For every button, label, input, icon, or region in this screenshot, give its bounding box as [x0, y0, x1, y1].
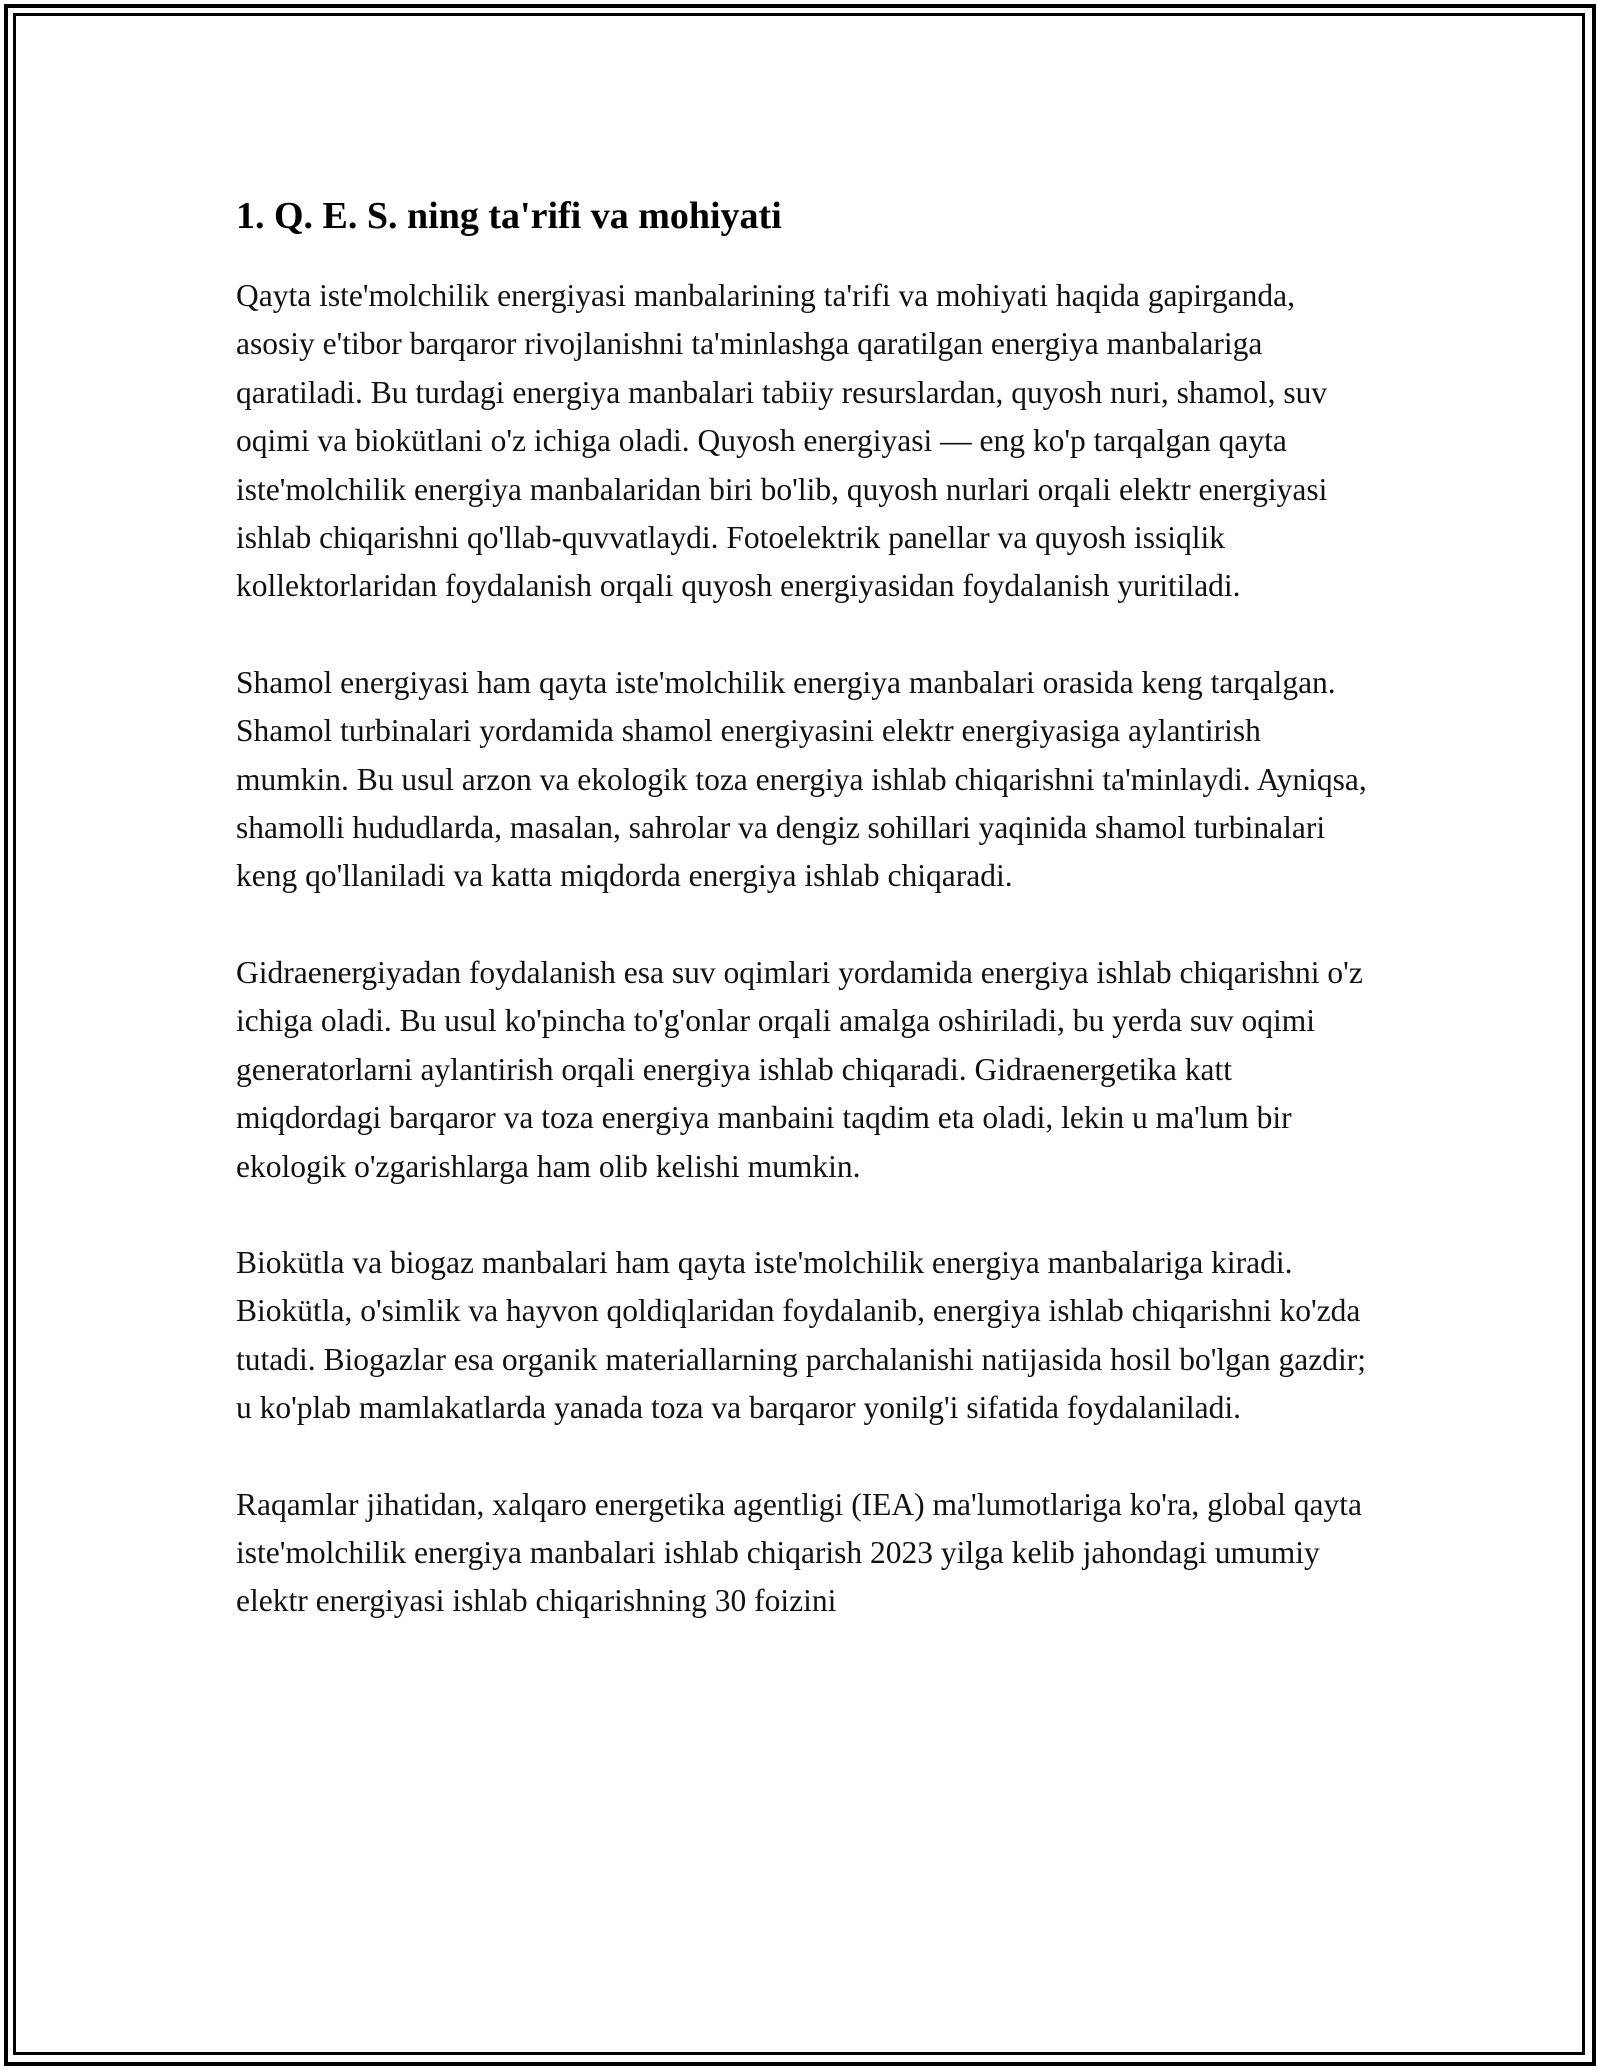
- section-heading: 1. Q. E. S. ning ta'rifi va mohiyati: [236, 195, 782, 237]
- paragraph-statistics: Raqamlar jihatidan, xalqaro energetika agentligi (IEA) ma'lumotlariga ko'ra, global qayta iste'molchilik energiya manbalari ishlab chiqarish 2023 yilga kelib jahondagi umumiy elektr energiyasi ishlab chiqarishning 30 foizini: [236, 1486, 1362, 1619]
- document-body: [236, 188, 1376, 1626]
- paragraph-hydro-energy: Gidraenergiyadan foydalanish esa suv oqimlari yordamida energiya ishlab chiqarishni o'z ichiga oladi. Bu usul ko'pincha to'g'onlar orqali amalga oshiriladi, bu yerda suv oqimi generatorlarni aylantirish orqali energiya ishlab chiqaradi. Gidraenergetika katt miqdordagi barqaror va toza energiya manbaini taqdim eta oladi, lekin u ma'lum bir ekologik o'zgarishlarga ham olib kelishi mumkin.: [236, 954, 1363, 1184]
- paragraph-wind-energy: Shamol energiyasi ham qayta iste'molchilik energiya manbalari orasida keng tarqalgan. Shamol turbinalari yordamida shamol energiyasini elektr energiyasiga aylantirish mumkin. Bu usul arzon va ekologik toza energiya ishlab chiqarishni ta'minlaydi. Ayniqsa, shamolli hududlarda, masalan, sahrolar va dengiz sohillari yaqinida shamol turbinalari keng qo'llaniladi va katta miqdorda energiya ishlab chiqaradi.: [236, 664, 1367, 894]
- paragraph-solar-energy: Qayta iste'molchilik energiyasi manbalarining ta'rifi va mohiyati haqida gapirganda, asosiy e'tibor barqaror rivojlanishni ta'minlashga qaratilgan energiya manbalariga qaratiladi. Bu turdagi energiya manbalari tabiiy resurslardan, quyosh nuri, shamol, suv oqimi va biokütlani o'z ichiga oladi. Quyosh energiyasi — eng ko'p tarqalgan qayta iste'molchilik energiya manbalaridan biri bo'lib, quyosh nurlari orqali elektr energiyasi ishlab chiqarishni qo'llab-quvvatlaydi. Fotoelektrik panellar va quyosh issiqlik kollektorlaridan foydalanish orqali quyosh energiyasidan foydalanish yuritiladi.: [236, 278, 1328, 604]
- paragraph-biomass-energy: Biokütla va biogaz manbalari ham qayta iste'molchilik energiya manbalariga kiradi. Biokütla, o'simlik va hayvon qoldiqlaridan foydalanib, energiya ishlab chiqarishni ko'zda tutadi. Biogazlar esa organik materiallarning parchalanishi natijasida hosil bo'lgan gazdir; u ko'plab mamlakatlarda yanada toza va barqaror yonilg'i sifatida foydalaniladi.: [236, 1244, 1366, 1426]
